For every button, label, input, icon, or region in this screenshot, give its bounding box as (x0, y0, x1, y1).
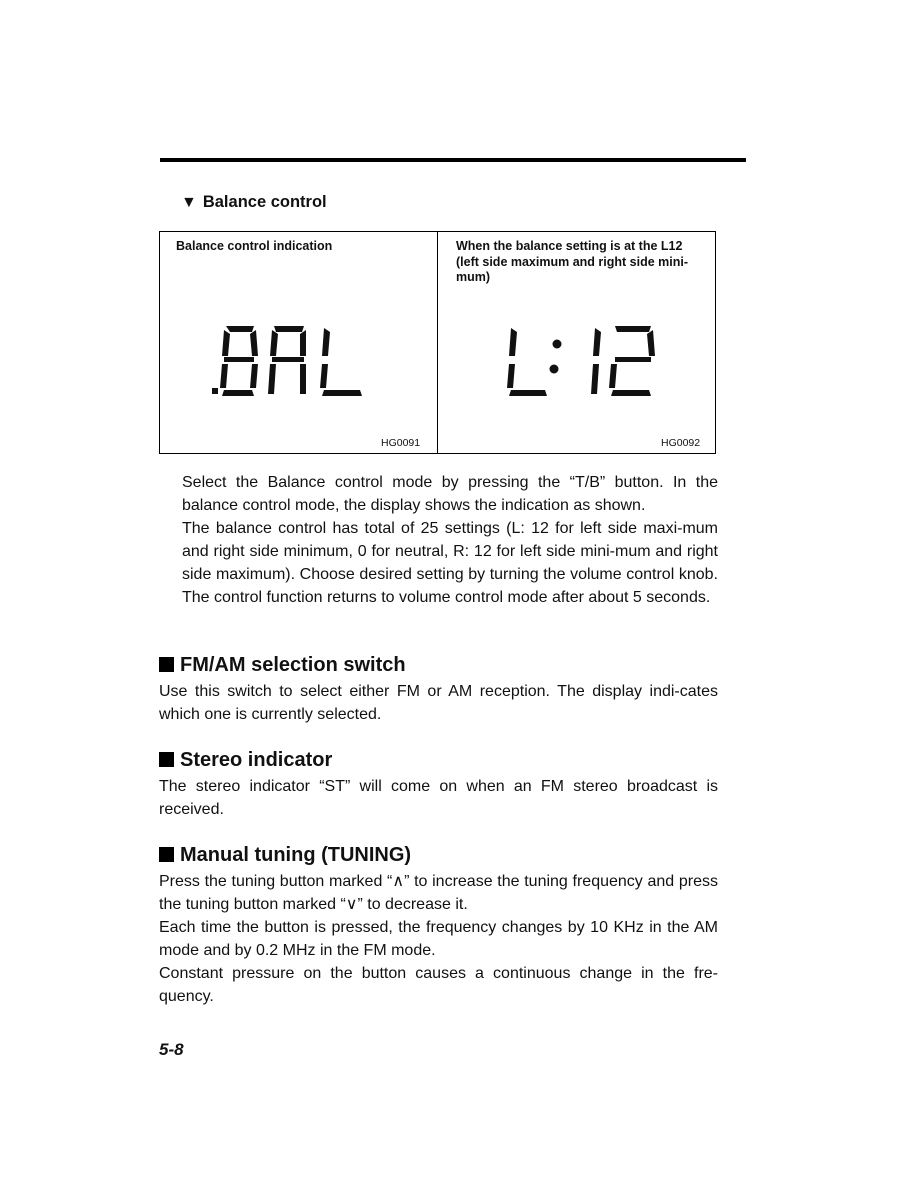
figure-left-caption: Balance control indication (176, 239, 333, 253)
page-number: 5-8 (159, 1040, 184, 1059)
tuning-paragraph-2: Each time the button is pressed, the frequency changes by 10 KHz in the AM mode and by 0.2 MHz in the FM mode. (159, 919, 718, 959)
triangle-down-icon: ▼ (181, 194, 197, 211)
figure-left-code: HG0091 (381, 437, 421, 449)
balance-paragraph-2: The balance control has total of 25 settings (L: 12 for left side maxi-mum and right side minimum, 0 for neutral, R: 12 for left side mini-mum and right side maximum). Choose desired setting by turning the volume control knob. The control function returns to volume control mode after about 5 seconds. (182, 520, 718, 606)
tuning-heading: Manual tuning (TUNING) (159, 844, 411, 867)
figure-right-caption: When the balance setting is at the L12 (left side maximum and right side mini-mum) (456, 239, 688, 284)
balance-paragraph-1: Select the Balance control mode by pressing the “T/B” button. In the balance control mode, the display shows the indication as shown. (182, 474, 718, 514)
tuning-text (159, 870, 718, 1008)
fmam-heading: FM/AM selection switch (159, 654, 406, 677)
tuning-paragraph-1: Press the tuning button marked “∧” to increase the tuning frequency and press the tuning button marked “∨” to decrease it. (159, 873, 718, 913)
figure-right-code: HG0092 (661, 437, 701, 449)
stereo-heading: Stereo indicator (159, 749, 332, 772)
stereo-paragraph: The stereo indicator “ST” will come on when an FM stereo broadcast is received. (159, 778, 718, 818)
balance-text (182, 471, 718, 609)
figure-divider (437, 232, 438, 453)
tuning-paragraph-3: Constant pressure on the button causes a continuous change in the fre-quency. (159, 965, 718, 1005)
square-bullet-icon (159, 657, 174, 672)
top-rule (160, 158, 746, 162)
lcd-bal-display (210, 322, 370, 398)
balance-heading: ▼ Balance control (181, 193, 327, 211)
lcd-l12-display (505, 322, 665, 398)
fmam-paragraph: Use this switch to select either FM or AM reception. The display indi-cates which one is currently selected. (159, 683, 718, 723)
balance-figure (159, 231, 716, 454)
square-bullet-icon (159, 752, 174, 767)
square-bullet-icon (159, 847, 174, 862)
